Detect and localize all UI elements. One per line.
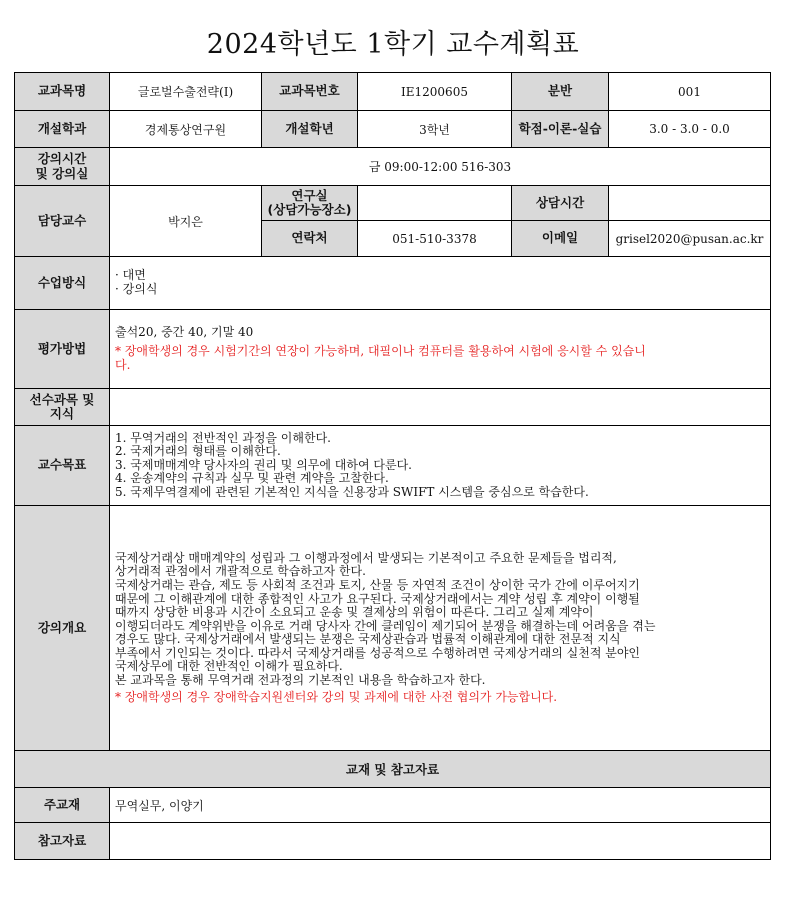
prereq-label-line1: 선수과목 및 — [29, 391, 95, 407]
schedule-label-line1: 강의시간 — [37, 151, 87, 167]
office-label-line1: 연구실 — [291, 187, 328, 203]
overview-line: 때문에 그 이해관계에 대한 종합적인 사고가 요구된다. 국제상거래에서는 계약 성립 후 계약이 이행될 — [115, 591, 640, 606]
row-main-textbook — [15, 788, 771, 823]
credits-label: 학점-이론-실습 — [512, 111, 609, 148]
year-label: 개설학년 — [262, 111, 358, 148]
overview-line: 본 교과목을 통해 무역거래 전과정의 기본적인 내용을 학습하고자 한다. — [115, 673, 486, 688]
department-label: 개설학과 — [15, 111, 110, 148]
objective-item: 1. 무역거래의 전반적인 과정을 이해한다. — [115, 430, 331, 445]
overview-line: 국제상무에 대한 전반적인 이해가 필요하다. — [115, 659, 343, 674]
phone-label: 연락처 — [262, 221, 358, 257]
method-label: 수업방식 — [15, 257, 110, 310]
schedule-label-line2: 및 강의실 — [35, 165, 89, 181]
row-materials-header — [15, 751, 771, 788]
objective-item: 5. 국제무역결제에 관련된 기본적인 지식을 신용장과 SWIFT 시스템을 중심으로 학습한다. — [115, 484, 589, 499]
overview-note: * 장애학생의 경우 장애학습지원센터와 강의 및 과제에 대한 사전 협의가 가능합니다. — [115, 689, 558, 704]
method-item: · 강의식 — [115, 282, 158, 296]
prereq-label-line2: 지식 — [49, 406, 75, 421]
evaluation-value — [110, 310, 771, 389]
overview-line: 국제상거래상 매매계약의 성립과 그 이행과정에서 발생되는 기본적이고 주요한 문제들을 법리적, — [115, 550, 617, 565]
row-prereq — [15, 389, 771, 426]
objective-item: 2. 국제거래의 형태를 이해한다. — [115, 444, 281, 459]
overview-line: 상거래적 관점에서 개괄적으로 학습하고자 한다. — [115, 564, 366, 579]
prereq-label — [15, 389, 110, 426]
section-label: 분반 — [512, 73, 609, 111]
row-overview — [15, 506, 771, 751]
row-evaluation — [15, 310, 771, 389]
reference-label: 참고자료 — [15, 823, 110, 860]
schedule-value: 금 09:00-12:00 516-303 — [110, 148, 771, 186]
objectives-label: 교수목표 — [15, 426, 110, 506]
row-reference — [15, 823, 771, 860]
department-value: 경제통상연구원 — [110, 111, 262, 148]
course-number-label: 교과목번호 — [262, 73, 358, 111]
professor-value: 박지은 — [110, 186, 262, 257]
objective-item: 3. 국제매매계약 당사자의 권리 및 의무에 대하여 다룬다. — [115, 457, 412, 472]
evaluation-note-line1: * 장애학생의 경우 시험기간의 연장이 가능하며, 대필이나 컴퓨터를 활용하여 시험에 응시할 수 있습니 — [115, 344, 646, 359]
evaluation-text: 출석20, 중간 40, 기말 40 — [115, 324, 254, 339]
reference-value — [110, 823, 771, 860]
evaluation-label: 평가방법 — [15, 310, 110, 389]
row-objectives — [15, 426, 771, 506]
course-name-value: 글로벌수출전략(I) — [110, 73, 262, 111]
overview-line: 이행되더라도 계약위반을 이유로 거래 당사자 간에 클레임이 제기되어 분쟁을 해결하는데 어려움을 겪는 — [115, 618, 656, 633]
method-value — [110, 257, 771, 310]
email-label: 이메일 — [512, 221, 609, 257]
overview-value — [110, 506, 771, 751]
main-textbook-label: 주교재 — [15, 788, 110, 823]
page-title: 2024학년도 1학기 교수계획표 — [206, 29, 580, 60]
row-professor — [15, 186, 771, 221]
section-value: 001 — [609, 73, 771, 111]
prereq-value — [110, 389, 771, 426]
overview-line: 때까지 상당한 비용과 시간이 소요되고 운송 및 결제상의 위험이 따른다. 그리고 실제 계약이 — [115, 605, 594, 620]
row-course — [15, 73, 771, 111]
schedule-label — [15, 148, 110, 186]
overview-label: 강의개요 — [15, 506, 110, 751]
office-hours-value — [609, 186, 771, 221]
method-item: · 대면 — [115, 268, 146, 283]
evaluation-note-line2: 다. — [115, 357, 131, 372]
course-name-label: 교과목명 — [15, 73, 110, 111]
office-hours-label: 상담시간 — [512, 186, 609, 221]
syllabus-table — [14, 72, 771, 860]
phone-value: 051-510-3378 — [358, 221, 512, 257]
row-schedule — [15, 148, 771, 186]
overview-line: 경우도 많다. 국제상거래에서 발생되는 분쟁은 국제상관습과 법률적 이해관계에 대한 전문적 지식 — [115, 632, 621, 647]
overview-line: 부족에서 기인되는 것이다. 따라서 국제상거래를 성공적으로 수행하려면 국제상거래의 실천적 분야인 — [115, 645, 641, 660]
office-label-line2: (상담가능장소) — [267, 202, 352, 217]
row-department — [15, 111, 771, 148]
objectives-value — [110, 426, 771, 506]
main-textbook-value: 무역실무, 이양기 — [110, 788, 771, 823]
row-method — [15, 257, 771, 310]
course-number-value: IE1200605 — [358, 73, 512, 111]
year-value: 3학년 — [358, 111, 512, 148]
overview-line: 국제상거래는 관습, 제도 등 사회적 조건과 토지, 산물 등 자연적 조건이 상이한 국가 간에 이루어지기 — [115, 577, 640, 592]
objective-item: 4. 운송계약의 규칙과 실무 및 관련 계약을 고찰한다. — [115, 471, 389, 486]
credits-value: 3.0 - 3.0 - 0.0 — [609, 111, 771, 148]
office-label — [262, 186, 358, 221]
email-value: grisel2020@pusan.ac.kr — [609, 221, 771, 257]
professor-label: 담당교수 — [15, 186, 110, 257]
office-value — [358, 186, 512, 221]
materials-section-title: 교재 및 참고자료 — [15, 751, 771, 788]
